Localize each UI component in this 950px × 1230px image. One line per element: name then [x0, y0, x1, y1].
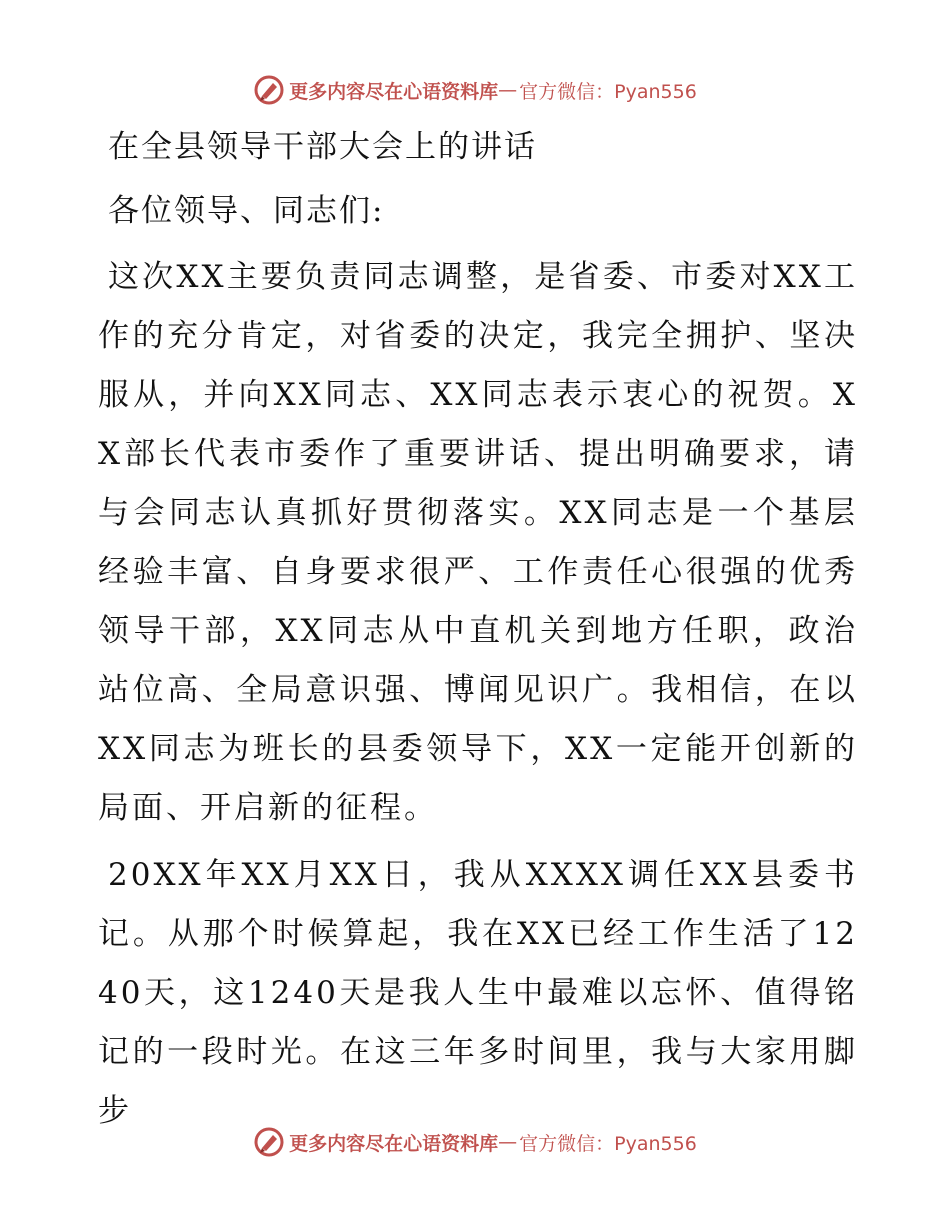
paragraph: 这次XX主要负责同志调整，是省委、市委对XX工作的充分肯定，对省委的决定，我完全拥护、坚决服从，并向XX同志、XX同志表示衷心的祝贺。XX部长代表市委作了重要讲话、提出明确要求，请与会同志认真抓好贯彻落实。XX同志是一个基层经验丰富、自身要求很严、工作责任心很强的优秀领导干部，XX同志从中直机关到地方任职，政治站位高、全局意识强、博闻见识广。我相信，在以XX同志为班长的县委领导下，XX一定能开创新的局面、开启新的征程。 — [98, 259, 858, 826]
banner-separator: — — [498, 79, 518, 101]
pen-logo-icon — [253, 74, 285, 106]
pen-logo-icon — [253, 1126, 285, 1158]
footer-watermark-banner — [0, 1122, 950, 1162]
paragraph: 20XX年XX月XX日，我从XXXX调任XX县委书记。从那个时候算起，我在XX已经工作生活了1240天，这1240天是我人生中最难以忘怀、值得铭记的一段时光。在这三年多时间里，我与大家用脚步 — [98, 857, 858, 1129]
banner-wechat-id: 官方微信：Pyan556 — [519, 1132, 697, 1155]
document-title: 在全县领导干部大会上的讲话 — [108, 129, 537, 165]
document-salutation: 各位领导、同志们: — [108, 193, 385, 229]
banner-separator: — — [498, 1131, 518, 1153]
banner-site-name: 更多内容尽在心语资料库 — [289, 80, 499, 103]
banner-wechat-id: 官方微信：Pyan556 — [519, 80, 697, 103]
header-watermark-banner — [0, 70, 950, 110]
document-body — [98, 120, 858, 1149]
banner-site-name: 更多内容尽在心语资料库 — [289, 1132, 499, 1155]
